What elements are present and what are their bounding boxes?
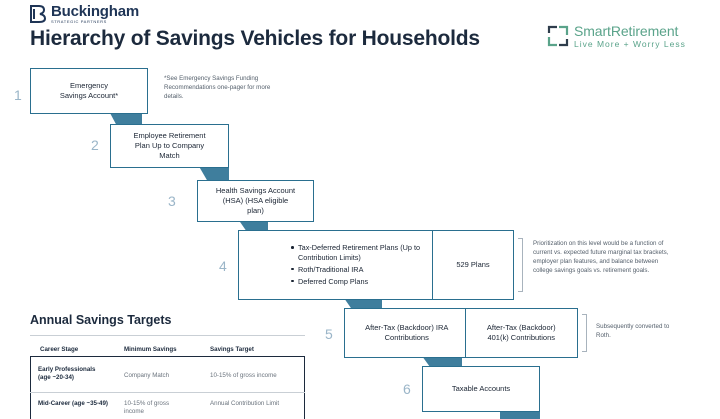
step-6-box xyxy=(422,366,540,412)
step-4-list-panel xyxy=(239,231,433,299)
table-cell-target: 10-15% of gross income xyxy=(210,372,277,379)
step-4-bracket xyxy=(518,238,523,292)
step-5-left-panel xyxy=(345,309,466,357)
step-5-left-label: After-Tax (Backdoor) IRA Contributions xyxy=(365,323,449,342)
step-3-box xyxy=(197,180,314,222)
step-5-right-panel xyxy=(466,309,578,357)
step-3-label: Health Savings Account (HSA) (HSA eligible plan) xyxy=(215,186,296,215)
step-2-box xyxy=(110,124,229,168)
step-5-bracket xyxy=(582,314,587,352)
step-4-item: Tax-Deferred Retirement Plans (Up to Contribution Limits) xyxy=(291,243,424,263)
table-cell-stage: Early Professionals (age ~20-34) xyxy=(38,366,96,382)
step-4-list xyxy=(291,243,424,286)
step-5-note: Subsequently converted to Roth. xyxy=(596,323,670,339)
step-5-right-label: After-Tax (Backdoor) 401(k) Contributions xyxy=(486,323,556,342)
step-4-item: Roth/Traditional IRA xyxy=(291,265,424,275)
step-number-5: 5 xyxy=(325,326,333,342)
table-cell-stage: Mid-Career (age ~35-49) xyxy=(38,400,108,407)
buckingham-mark-icon xyxy=(30,5,46,23)
step-number-1: 1 xyxy=(14,87,22,103)
smartretirement-mark-icon xyxy=(547,25,569,47)
buckingham-logo xyxy=(30,4,139,24)
page-title: Hierarchy of Savings Vehicles for Households xyxy=(30,27,480,50)
step-6-label: Taxable Accounts xyxy=(451,384,511,394)
step-number-2: 2 xyxy=(91,137,99,153)
smartretirement-name: SmartRetirement xyxy=(574,23,679,39)
table-header-minimum-savings: Minimum Savings xyxy=(124,346,177,353)
table-cell-target: Annual Contribution Limit xyxy=(210,400,280,407)
step-1-label: Emergency Savings Account* xyxy=(59,81,119,100)
smartretirement-tagline: Live More + Worry Less xyxy=(574,38,686,49)
step-4-box xyxy=(238,230,514,300)
step-number-4: 4 xyxy=(219,258,227,274)
logo-tagline: STRATEGIC PARTNERS xyxy=(51,19,107,24)
table-row-divider xyxy=(30,392,305,393)
table-cell-minimum: 10-15% of gross income xyxy=(124,400,170,416)
step-4-item: Deferred Comp Plans xyxy=(291,277,424,287)
smartretirement-logo xyxy=(547,24,686,49)
step-4-side-panel xyxy=(433,231,513,299)
step-number-3: 3 xyxy=(168,193,176,209)
table-cell-minimum: Company Match xyxy=(124,372,170,379)
step-4-side-label: 529 Plans xyxy=(456,260,490,270)
step-1-box xyxy=(30,68,148,114)
step-number-6: 6 xyxy=(403,381,411,397)
table-header-career-stage: Career Stage xyxy=(40,346,79,353)
step-5-box xyxy=(344,308,578,358)
stair-ribbon-6 xyxy=(500,411,540,419)
logo-name: Buckingham xyxy=(51,3,140,20)
table-divider xyxy=(30,335,305,336)
step-4-note: Prioritization on this level would be a function of current vs. expected future marginal tax brackets, employer plan features, and balance between college savings goals vs. retirement goals. xyxy=(533,240,669,274)
step-1-note: *See Emergency Savings Funding Recommendations one-pager for more details. xyxy=(164,75,271,100)
table-header-savings-target: Savings Target xyxy=(210,346,254,353)
step-2-label: Employee Retirement Plan Up to Company Match xyxy=(133,131,206,160)
table-title: Annual Savings Targets xyxy=(30,313,172,327)
